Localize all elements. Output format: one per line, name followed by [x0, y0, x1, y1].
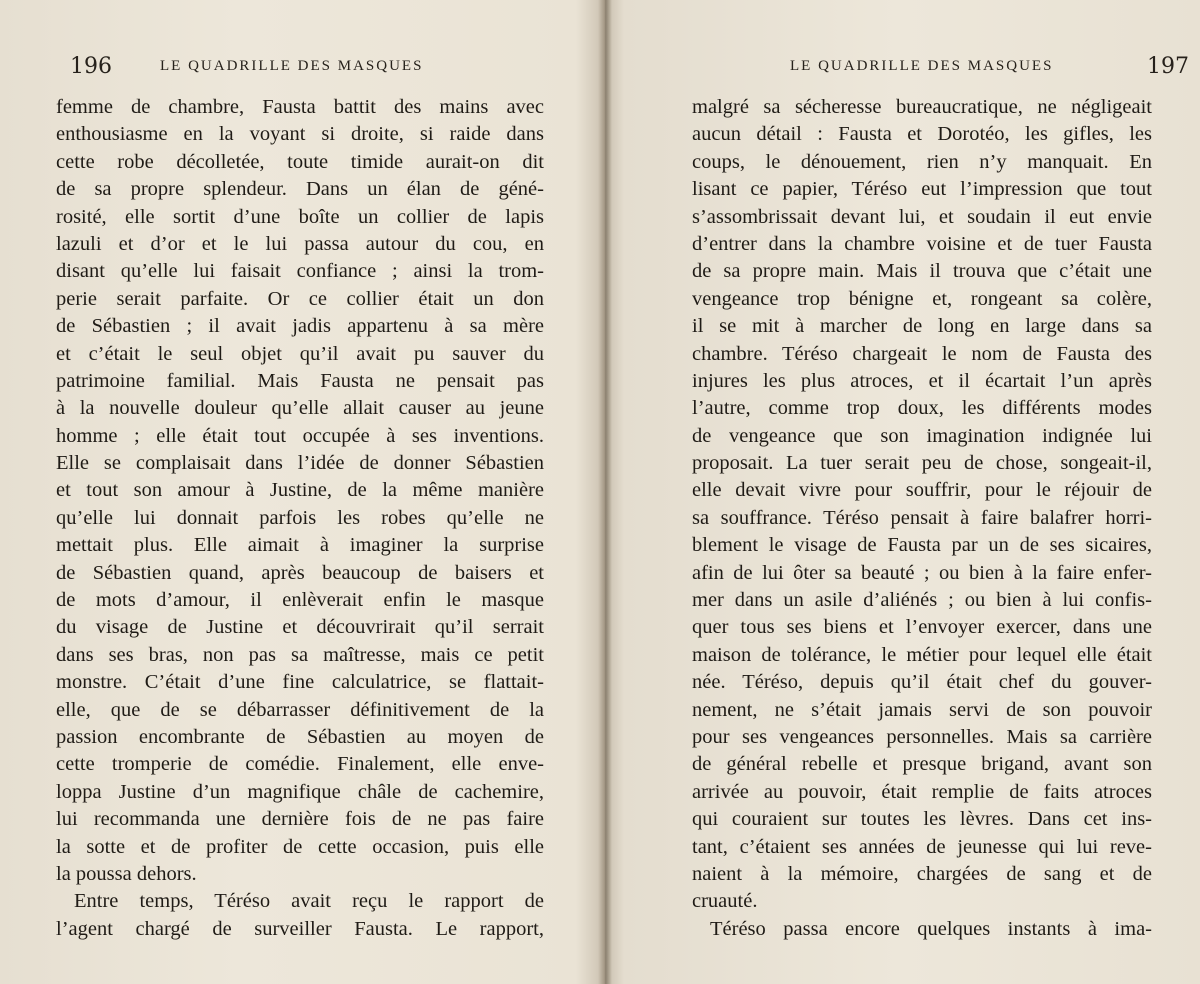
text-line: aucun détail : Fausta et Dorotéo, les gifles, les [692, 123, 1152, 146]
text-line: la poussa dehors. [56, 862, 197, 885]
text-line: lui recommanda une dernière fois de ne pas faire [56, 808, 544, 831]
text-line: coups, le dénouement, rien n’y manquait. En [692, 150, 1152, 173]
text-line: vengeance trop bénigne et, rongeant sa colère, [692, 287, 1152, 310]
book-gutter [598, 0, 612, 984]
text-line: Entre temps, Téréso avait reçu le rapport de [74, 890, 544, 913]
text-line: du visage de Justine et découvrirait qu’il serrait [56, 616, 544, 639]
text-line: mer dans un asile d’aliénés ; ou bien à lui confis- [692, 589, 1152, 612]
text-line: elle, que de se débarrasser définitivement de la [56, 698, 544, 721]
text-line: la sotte et de profiter de cette occasion, puis elle [56, 835, 544, 858]
text-line: blement le visage de Fausta par un de ses sicaires, [692, 534, 1152, 557]
text-line: homme ; elle était tout occupée à ses inventions. [56, 424, 544, 447]
text-line: nement, ne s’était jamais servi de son pouvoir [692, 698, 1152, 721]
text-line: loppa Justine d’un magnifique châle de cachemire, [56, 780, 544, 803]
text-line: cruauté. [692, 890, 758, 913]
text-line: sa souffrance. Téréso pensait à faire balafrer horri- [692, 506, 1152, 529]
text-line: pour ses vengeances personnelles. Mais sa carrière [692, 725, 1152, 748]
body-text [56, 94, 544, 943]
left-page [0, 0, 598, 984]
text-line: il se mit à marcher de long en large dans sa [692, 315, 1152, 338]
text-line: à la nouvelle douleur qu’elle allait causer au jeune [56, 397, 544, 420]
text-line: lazuli et d’or et le lui passa autour du cou, en [56, 232, 544, 255]
text-line: enthousiasme en la voyant si droite, si raide dans [56, 123, 544, 146]
text-line: patrimoine familial. Mais Fausta ne pensait pas [56, 369, 544, 392]
text-line: cette robe décolletée, toute timide aurait-on dit [56, 150, 544, 173]
text-line: mettait plus. Elle aimait à imaginer la surprise [56, 534, 544, 557]
text-line: qu’elle lui donnait parfois les robes qu’elle ne [56, 506, 544, 529]
text-line: l’agent chargé de surveiller Fausta. Le rapport, [56, 917, 544, 940]
text-line: malgré sa sécheresse bureaucratique, ne négligeait [692, 96, 1152, 118]
text-line: d’entrer dans la chambre voisine et de tuer Fausta [692, 232, 1152, 255]
text-line: lisant ce papier, Téréso eut l’impression que tout [692, 178, 1152, 201]
text-line: injures les plus atroces, et il écartait l’un après [692, 369, 1152, 392]
text-line: proposait. La tuer serait peu de chose, songeait-il, [692, 452, 1152, 475]
text-line: de général rebelle et presque brigand, avant son [692, 753, 1152, 776]
text-line: femme de chambre, Fausta battit des mains avec [56, 96, 544, 118]
text-line: disant qu’elle lui faisait confiance ; ainsi la trom- [56, 260, 544, 283]
text-line: tant, c’étaient ses années de jeunesse qui lui reve- [692, 835, 1152, 858]
text-line: chambre. Téréso chargeait le nom de Fausta des [692, 342, 1152, 365]
text-line: Téréso passa encore quelques instants à ima- [710, 917, 1152, 940]
text-line: cette tromperie de comédie. Finalement, elle enve- [56, 753, 544, 776]
text-line: l’autre, comme trop doux, les différents modes [692, 397, 1152, 420]
text-line: née. Téréso, depuis qu’il était chef du gouver- [692, 671, 1152, 694]
text-line: perie serait parfaite. Or ce collier était un don [56, 287, 544, 310]
body-text [692, 94, 1152, 943]
text-line: elle devait vivre pour souffrir, pour le réjouir de [692, 479, 1152, 502]
text-line: passion encombrante de Sébastien au moyen de [56, 725, 544, 748]
text-line: qui couraient sur toutes les lèvres. Dans cet ins- [692, 808, 1152, 831]
text-line: de sa propre main. Mais il trouva que c’était une [692, 260, 1152, 283]
text-line: monstre. C’était d’une fine calculatrice, se flattait- [56, 671, 544, 694]
text-line: naient à la mémoire, chargées de sang et de [692, 862, 1152, 885]
text-line: et tout son amour à Justine, de la même manière [56, 479, 544, 502]
text-line: de Sébastien quand, après beaucoup de baisers et [56, 561, 544, 584]
right-page [612, 0, 1200, 984]
text-line: de vengeance que son imagination indignée lui [692, 424, 1152, 447]
running-head: LE QUADRILLE DES MASQUES [790, 58, 1054, 74]
text-line: maison de tolérance, le métier pour lequel elle était [692, 643, 1152, 666]
text-line: arrivée au pouvoir, était remplie de faits atroces [692, 780, 1152, 803]
page-number: 197 [1147, 54, 1189, 79]
text-line: et c’était le seul objet qu’il avait pu sauver du [56, 342, 544, 365]
text-line: Elle se complaisait dans l’idée de donner Sébastien [56, 452, 544, 475]
running-head: LE QUADRILLE DES MASQUES [160, 58, 424, 74]
text-line: dans ses bras, non pas sa maîtresse, mais ce petit [56, 643, 544, 666]
text-line: de mots d’amour, il enlèverait enfin le masque [56, 589, 544, 612]
text-line: afin de lui ôter sa beauté ; ou bien à la faire enfer- [692, 561, 1152, 584]
text-line: rosité, elle sortit d’une boîte un collier de lapis [56, 205, 544, 228]
text-line: quer tous ses biens et l’envoyer exercer, dans une [692, 616, 1152, 639]
text-line: de Sébastien ; il avait jadis appartenu à sa mère [56, 315, 544, 338]
page-number: 196 [70, 54, 112, 79]
text-line: de sa propre splendeur. Dans un élan de géné- [56, 178, 544, 201]
text-line: s’assombrissait devant lui, et soudain il eut envie [692, 205, 1152, 228]
